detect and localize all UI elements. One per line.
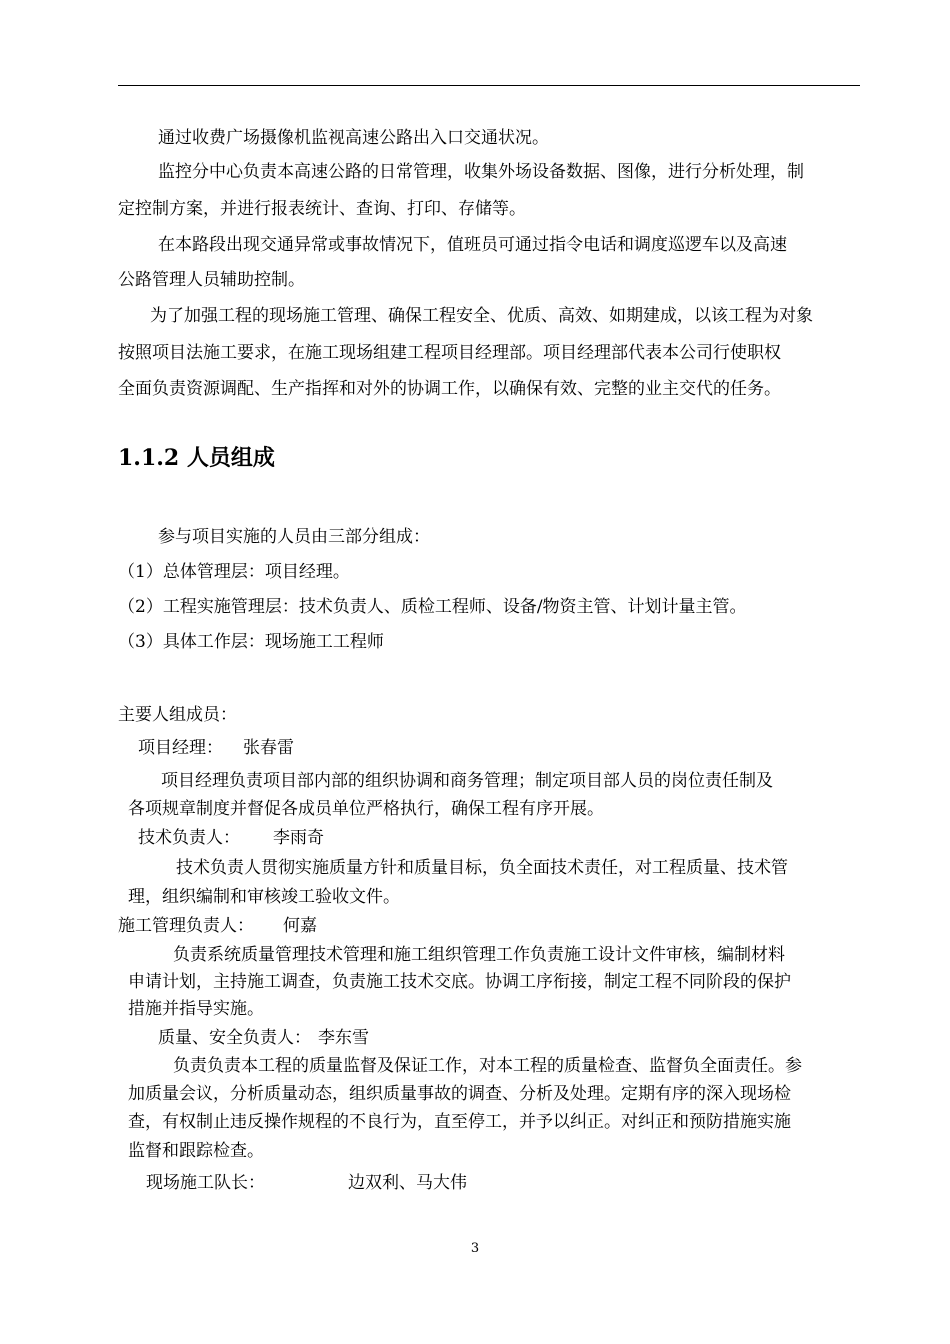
cm-label: 施工管理负责人： bbox=[118, 916, 254, 936]
qs-desc-line-2: 加质量会议，分析质量动态，组织质量事故的调查、分析及处理。定期有序的深入现场检 bbox=[128, 1084, 791, 1104]
cm-desc-line-1: 负责系统质量管理技术管理和施工组织管理工作负责施工设计文件审核，编制材料 bbox=[173, 945, 785, 965]
qs-desc-line-3: 查，有权制止违反操作规程的不良行为，直至停工，并予以纠正。对纠正和预防措施实施 bbox=[128, 1112, 791, 1132]
site-name: 边双利、马大伟 bbox=[348, 1173, 467, 1193]
site-label: 现场施工队长： bbox=[146, 1173, 265, 1193]
tech-desc-line-1: 技术负责人贯彻实施质量方针和质量目标，负全面技术责任，对工程质量、技术管 bbox=[176, 858, 788, 878]
intro-p4-line-1: 为了加强工程的现场施工管理、确保工程安全、优质、高效、如期建成，以该工程为对象 bbox=[150, 306, 813, 326]
tech-name: 李雨奇 bbox=[273, 828, 324, 848]
tech-label: 技术负责人： bbox=[138, 828, 240, 848]
pm-name: 张春雷 bbox=[243, 738, 294, 758]
qs-desc-line-4: 监督和跟踪检查。 bbox=[128, 1141, 264, 1161]
intro-p3-line-1: 在本路段出现交通异常或事故情况下，值班员可通过指令电话和调度巡逻车以及高速 bbox=[158, 235, 787, 255]
section-heading: 1.1.2 人员组成 bbox=[118, 445, 275, 471]
layer-item-3: （3）具体工作层：现场施工工程师 bbox=[118, 632, 384, 652]
intro-p2-line-1: 监控分中心负责本高速公路的日常管理，收集外场设备数据、图像，进行分析处理，制 bbox=[158, 162, 804, 182]
qs-label: 质量、安全负责人： bbox=[158, 1028, 311, 1048]
tech-desc-line-2: 理，组织编制和审核竣工验收文件。 bbox=[128, 887, 400, 907]
page-number: 3 bbox=[470, 1241, 480, 1256]
layer-item-1: （1）总体管理层：项目经理。 bbox=[118, 562, 350, 582]
intro-p4-line-2: 按照项目法施工要求，在施工现场组建工程项目经理部。项目经理部代表本公司行使职权 bbox=[118, 343, 781, 363]
qs-name: 李东雪 bbox=[318, 1028, 369, 1048]
pm-desc-line-1: 项目经理负责项目部内部的组织协调和商务管理；制定项目部人员的岗位责任制及 bbox=[161, 771, 773, 791]
cm-name: 何嘉 bbox=[283, 916, 317, 936]
cm-desc-line-2: 申请计划，主持施工调查，负责施工技术交底。协调工序衔接，制定工程不同阶段的保护 bbox=[128, 972, 791, 992]
cm-desc-line-3: 措施并指导实施。 bbox=[128, 999, 264, 1019]
header-rule bbox=[118, 85, 860, 86]
qs-desc-line-1: 负责负责本工程的质量监督及保证工作，对本工程的质量检查、监督负全面责任。参 bbox=[173, 1056, 802, 1076]
section-lead: 参与项目实施的人员由三部分组成： bbox=[158, 527, 430, 547]
pm-label: 项目经理： bbox=[138, 738, 223, 758]
intro-p3-line-2: 公路管理人员辅助控制。 bbox=[118, 270, 305, 290]
intro-p2-line-2: 定控制方案，并进行报表统计、查询、打印、存储等。 bbox=[118, 199, 526, 219]
intro-p4-line-3: 全面负责资源调配、生产指挥和对外的协调工作，以确保有效、完整的业主交代的任务。 bbox=[118, 379, 781, 399]
pm-desc-line-2: 各项规章制度并督促各成员单位严格执行，确保工程有序开展。 bbox=[128, 799, 604, 819]
layer-item-2: （2）工程实施管理层：技术负责人、质检工程师、设备/物资主管、计划计量主管。 bbox=[118, 597, 747, 617]
intro-line-1: 通过收费广场摄像机监视高速公路出入口交通状况。 bbox=[158, 128, 549, 148]
members-title: 主要人组成员： bbox=[118, 705, 237, 725]
